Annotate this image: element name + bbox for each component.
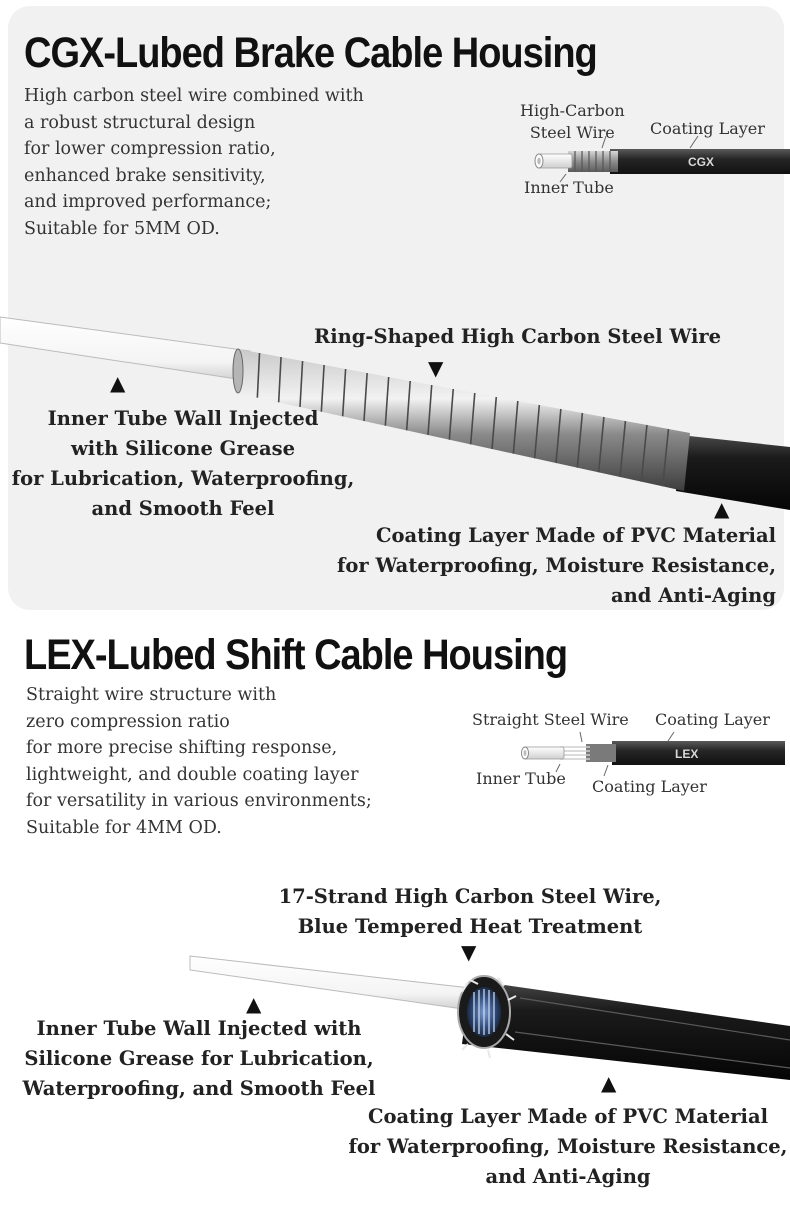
cgx-description (24, 83, 364, 242)
callout-line: Inner Tube Wall Injected with (36, 1017, 362, 1040)
lex-description-line: lightweight, and double coating layer (26, 764, 359, 785)
cgx-description-line: for lower compression ratio, (24, 139, 276, 159)
inner-tube-shape (190, 956, 470, 1010)
callout-line: Coating Layer Made of PVC Material (367, 1105, 769, 1128)
cgx-cable-diagram (530, 140, 790, 180)
lex-description-line: Suitable for 4MM OD. (26, 817, 222, 838)
cgx-label-steel-wire (520, 100, 625, 144)
callout-line: for Waterproofing, Moisture Resistance, (337, 554, 776, 577)
cgx-title: CGX-Lubed Brake Cable Housing (24, 30, 597, 78)
cgx-label-steel-wire-line: Steel Wire (529, 123, 615, 142)
callout-line: for Waterproofing, Moisture Resistance, (348, 1135, 788, 1158)
lex-description-line: for versatility in various environments; (26, 791, 372, 811)
callout-line: and Anti-Aging (485, 1165, 651, 1188)
lex-description-line: Straight wire structure with (26, 685, 277, 705)
lex-callout-steel-wire (250, 882, 690, 942)
lex-description-line: zero compression ratio (26, 711, 230, 732)
lex-description-line: for more precise shifting response, (26, 738, 338, 758)
arrow-up-icon: ▲ (110, 371, 126, 395)
callout-line: and Smooth Feel (91, 497, 275, 520)
callout-line: and Anti-Aging (610, 584, 776, 607)
arrow-down-icon: ▼ (461, 940, 477, 964)
cgx-label-inner-tube: Inner Tube (524, 178, 614, 197)
cgx-description-line: Suitable for 5MM OD. (24, 218, 220, 239)
lex-callout-inner-tube (14, 1014, 384, 1104)
arrow-up-icon: ▲ (246, 992, 262, 1016)
lex-description (26, 682, 372, 841)
cgx-description-line: and improved performance; (24, 192, 272, 212)
cgx-description-line: a robust structural design (24, 112, 256, 133)
inner-coating-shape (586, 744, 616, 762)
arrow-down-icon: ▼ (428, 356, 444, 380)
lex-callout-coating (346, 1102, 790, 1192)
callout-line: Waterproofing, and Smooth Feel (22, 1077, 376, 1100)
cgx-callout-coating (330, 521, 776, 611)
arrow-up-icon: ▲ (714, 497, 730, 521)
callout-line: Silicone Grease for Lubrication, (24, 1047, 374, 1070)
callout-line: Blue Tempered Heat Treatment (297, 915, 643, 938)
cgx-description-line: High carbon steel wire combined with (24, 86, 364, 106)
coating-layer-shape (676, 435, 790, 510)
callout-line: Inner Tube Wall Injected (47, 407, 319, 430)
lex-label-coating-top: Coating Layer (655, 710, 770, 729)
cgx-callout-inner-tube (8, 404, 358, 524)
callout-line: for Lubrication, Waterproofing, (11, 467, 355, 490)
inner-tube-shape (524, 747, 564, 759)
cgx-label-coating: Coating Layer (650, 119, 765, 138)
lex-label-inner-tube: Inner Tube (476, 769, 566, 788)
cgx-description-line: enhanced brake sensitivity, (24, 165, 266, 186)
callout-line: Coating Layer Made of PVC Material (375, 524, 776, 547)
cgx-label-steel-wire-line: High-Carbon (520, 101, 625, 120)
arrow-up-icon: ▲ (601, 1071, 617, 1095)
coating-layer-shape (462, 980, 790, 1080)
lex-cable-diagram (520, 738, 785, 772)
lex-title: LEX-Lubed Shift Cable Housing (24, 632, 568, 680)
cgx-callout-steel-wire: Ring-Shaped High Carbon Steel Wire (314, 325, 722, 348)
callout-line: with Silicone Grease (70, 437, 296, 460)
cgx-print: CGX (688, 155, 715, 169)
lex-print: LEX (675, 747, 699, 761)
coating-layer-shape (612, 741, 785, 765)
lex-label-steel-wire: Straight Steel Wire (472, 710, 629, 729)
callout-line: 17-Strand High Carbon Steel Wire, (278, 885, 662, 908)
lex-label-coating-bottom: Coating Layer (592, 777, 707, 796)
